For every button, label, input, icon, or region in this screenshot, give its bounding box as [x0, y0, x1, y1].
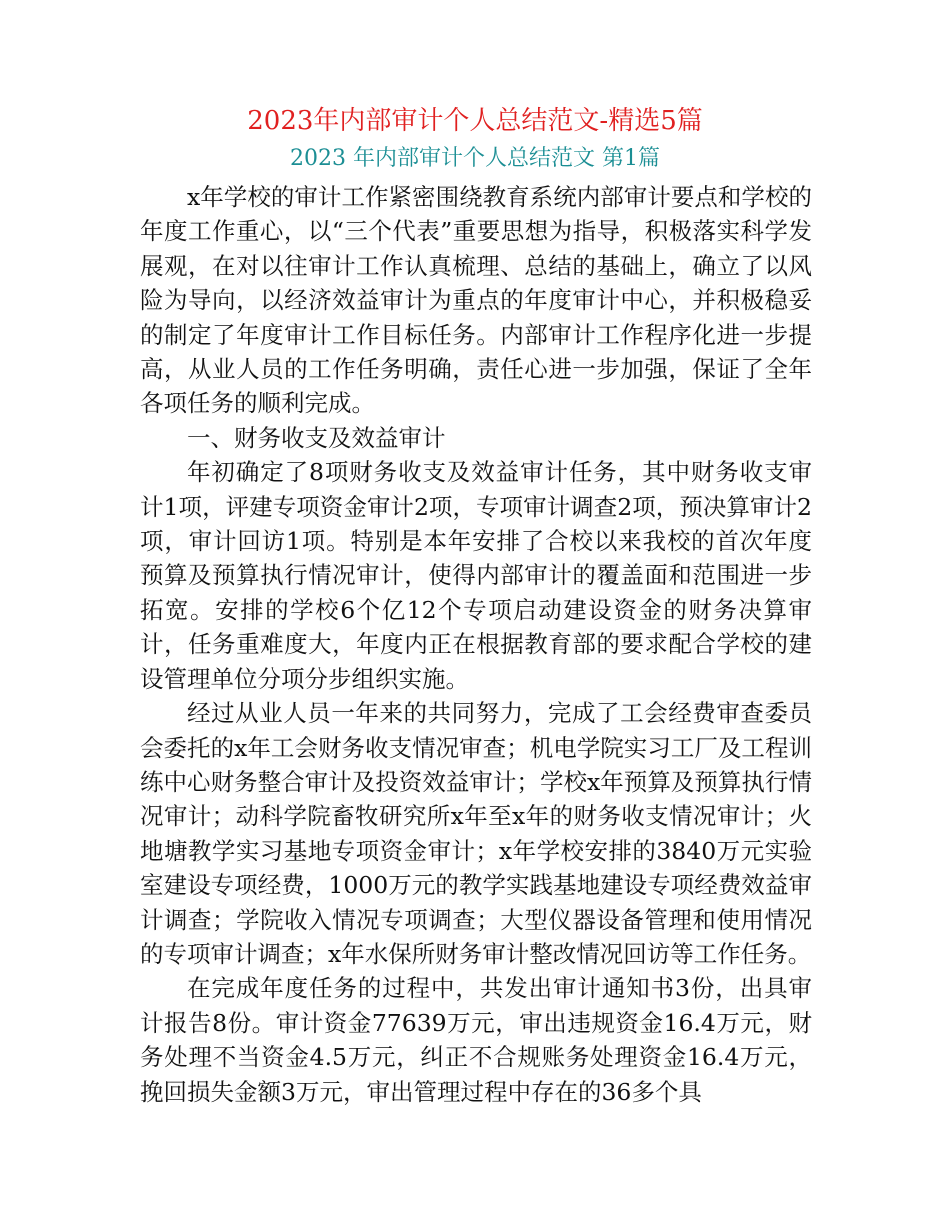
section-subtitle: 2023 年内部审计个人总结范文 第1篇 — [290, 146, 660, 171]
paragraph-annual-tasks: 年初确定了8项财务收支及效益审计任务，其中财务收支审计1项，评建专项资金审计2项，专项审计调查2项，预决算审计2项，审计回访1项。特别是本年安排了合校以来我校的首次年度预算及预算执行情况审计，使得内部审计的覆盖面和范围进一步拓宽。安排的学校6个亿12个专项启动建设资金的财务决算审计，任务重难度大，年度内正在根据教育部的要求配合学校的建设管理单位分项分步组织实施。 — [140, 458, 812, 693]
document-body — [140, 180, 812, 1109]
paragraph-intro: x年学校的审计工作紧密围绕教育系统内部审计要点和学校的年度工作重心，以“三个代表”重要思想为指导，积极落实科学发展观，在对以往审计工作认真梳理、总结的基础上，确立了以风险为导向，以经济效益审计为重点的年度审计中心，并积极稳妥的制定了年度审计工作目标任务。内部审计工作程序化进一步提高，从业人员的工作任务明确，责任心进一步加强，保证了全年各项任务的顺利完成。 — [140, 183, 812, 418]
document-title: 2023年内部审计个人总结范文-精选5篇 — [247, 106, 703, 136]
paragraph-audit-results: 在完成年度任务的过程中，共发出审计通知书3份，出具审计报告8份。审计资金77639万元，审出违规资金16.4万元，财务处理不当资金4.5万元，纠正不合规账务处理资金16.4万元，挽回损失金额3万元，审出管理过程中存在的36多个具 — [140, 974, 812, 1106]
section-heading-finance-audit: 一、财务收支及效益审计 — [187, 423, 446, 452]
paragraph-completed-work: 经过从业人员一年来的共同努力，完成了工会经费审查委员会委托的x年工会财务收支情况审查；机电学院实习工厂及工程训练中心财务整合审计及投资效益审计；学校x年预算及预算执行情况审计；动科学院畜牧研究所x年至x年的财务收支情况审计；火地塘教学实习基地专项资金审计；x年学校安排的3840万元实验室建设专项经费，1000万元的教学实践基地建设专项经费效益审计调查；学院收入情况专项调查；大型仪器设备管理和使用情况的专项审计调查；x年水保所财务审计整改情况回访等工作任务。 — [140, 699, 812, 968]
